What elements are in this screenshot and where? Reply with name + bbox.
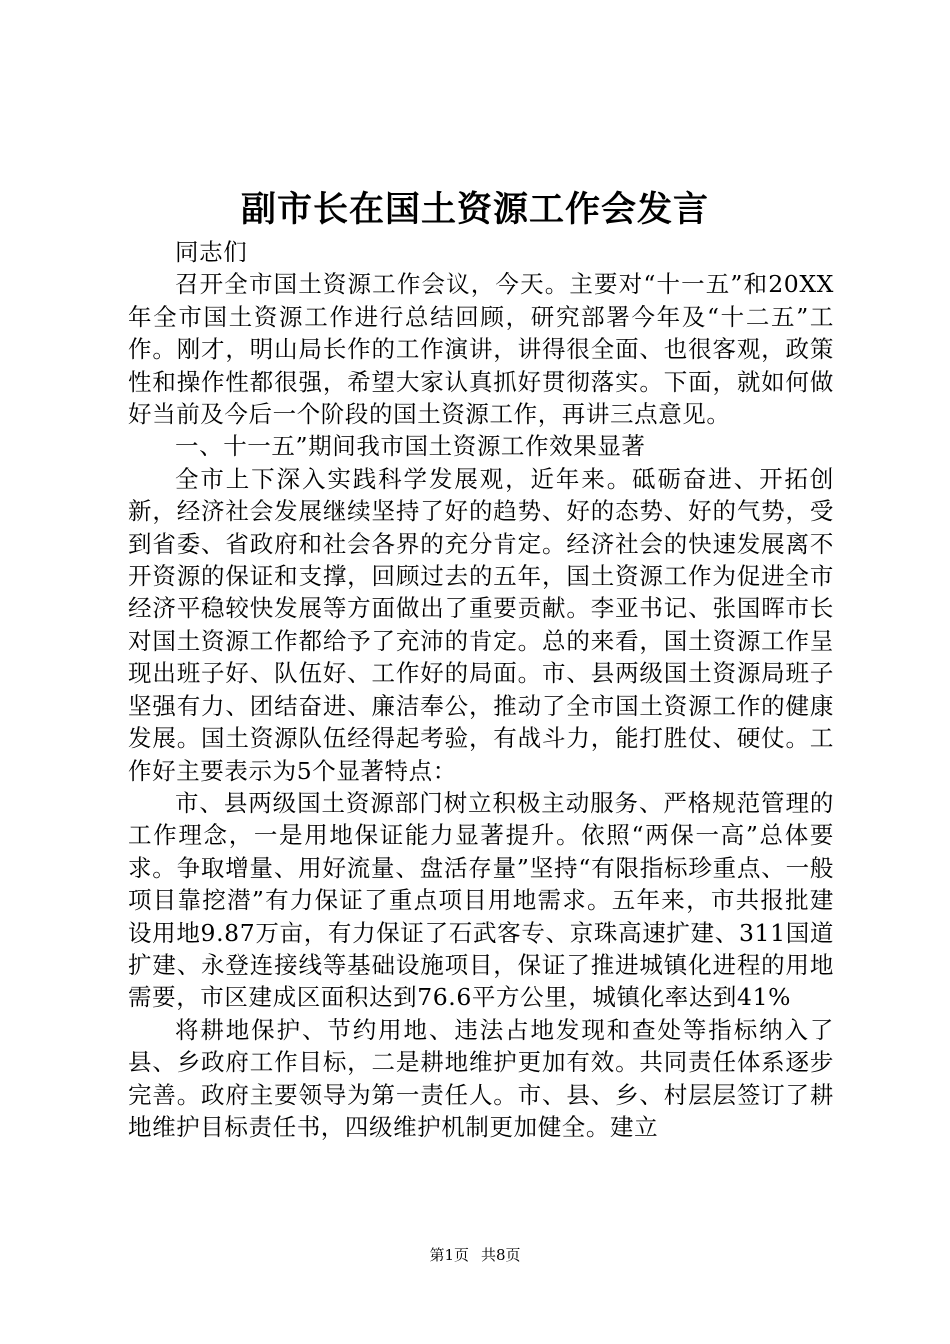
body-paragraph: 全市上下深入实践科学发展观，近年来。砥砺奋进、开拓创新，经济社会发展继续坚持了好的趋势、好的态势、好的气势，受到省委、省政府和社会各界的充分肯定。经济社会的快速发展离不开资源的保证和支撑，回顾过去的五年，国土资源工作为促进全市经济平稳较快发展等方面做出了重要贡献。李亚书记、张国晖市长对国土资源工作都给予了充沛的肯定。总的来看，国土资源工作呈现出班子好、队伍好、工作好的局面。市、县两级国土资源局班子坚强有力、团结奋进、廉洁奉公，推动了全市国土资源工作的健康发展。国土资源队伍经得起考验，有战斗力，能打胜仗、硬仗。工作好主要表示为5个显著特点： <box>128 464 834 785</box>
document-body <box>128 236 834 1143</box>
document-title: 副市长在国土资源工作会发言 <box>240 189 709 230</box>
salutation-paragraph: 同志们 <box>175 238 248 266</box>
body-paragraph: 市、县两级国土资源部门树立积极主动服务、严格规范管理的工作理念，一是用地保证能力显著提升。依照“两保一高”总体要求。争取增量、用好流量、盘活存量”坚持“有限指标珍重点、一般项目靠挖潜”有力保证了重点项目用地需求。五年来，市共报批建设用地9.87万亩，有力保证了石武客专、京珠高速扩建、311国道扩建、永登连接线等基础设施项目，保证了推进城镇化进程的用地需要，市区建成区面积达到76.6平方公里，城镇化率达到41% <box>128 788 834 1012</box>
page-footer <box>0 1245 950 1265</box>
section-heading: 一、十一五”期间我市国土资源工作效果显著 <box>175 432 646 461</box>
body-paragraph: 召开全市国土资源工作会议，今天。主要对“十一五”和20XX年全市国土资源工作进行总结回顾，研究部署今年及“十二五”工作。刚才，明山局长作的工作演讲，讲得很全面、也很客观，政策性和操作性都很强，希望大家认真抓好贯彻落实。下面，就如何做好当前及今后一个阶段的国土资源工作，再讲三点意见。 <box>128 270 834 429</box>
body-paragraph: 将耕地保护、节约用地、违法占地发现和查处等指标纳入了县、乡政府工作目标，二是耕地维护更加有效。共同责任体系逐步完善。政府主要领导为第一责任人。市、县、乡、村层层签订了耕地维护目标责任书，四级维护机制更加健全。建立 <box>128 1015 834 1141</box>
page-number: 第1页 <box>429 1246 469 1264</box>
page-total: 共8页 <box>481 1246 521 1264</box>
